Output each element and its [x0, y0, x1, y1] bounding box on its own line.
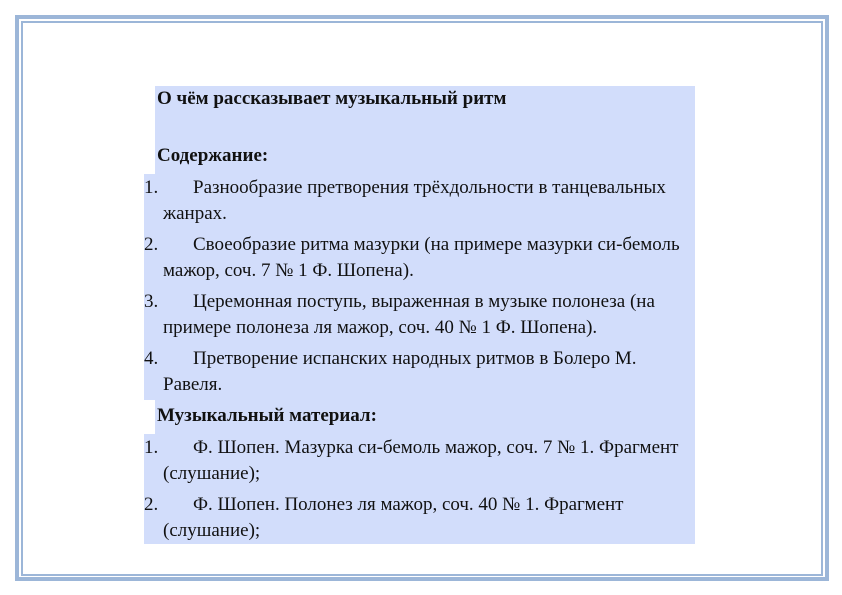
item-number: 1. [144, 437, 159, 458]
item-text: Ф. Шопен. Полонез ля мажор, соч. 40 № 1. Фрагмент (слушание); [163, 494, 624, 541]
item-text: Ф. Шопен. Мазурка си-бемоль мажор, соч. 7 № 1. Фрагмент (слушание); [163, 437, 679, 484]
material-heading [155, 400, 695, 434]
content-item-3 [144, 288, 695, 345]
material-item-1 [144, 434, 695, 491]
item-number: 2. [144, 234, 159, 255]
item-number: 1. [144, 177, 159, 198]
item-number: 2. [144, 494, 159, 515]
content-item-2 [144, 231, 695, 288]
slide-title [155, 86, 695, 145]
slide-title-text: О чём рассказывает музыкальный ритм [157, 88, 507, 109]
item-number: 4. [144, 348, 159, 369]
content-item-4 [144, 345, 695, 400]
content-heading [155, 143, 695, 174]
item-text: Разнообразие претворения трёхдольности в танцевальных жанрах. [163, 177, 666, 224]
content-heading-text: Содержание: [157, 145, 269, 166]
item-text: Претворение испанских народных ритмов в Болеро М. Равеля. [163, 348, 637, 395]
item-text: Церемонная поступь, выраженная в музыке полонеза (на примере полонеза ля мажор, соч. 40 № 1 Ф. Шопена). [163, 291, 655, 338]
material-item-2 [144, 491, 695, 544]
item-text: Своеобразие ритма мазурки (на примере мазурки си-бемоль мажор, соч. 7 № 1 Ф. Шопена). [163, 234, 680, 281]
content-item-1 [144, 174, 695, 231]
item-number: 3. [144, 291, 159, 312]
material-heading-text: Музыкальный материал: [157, 405, 377, 426]
